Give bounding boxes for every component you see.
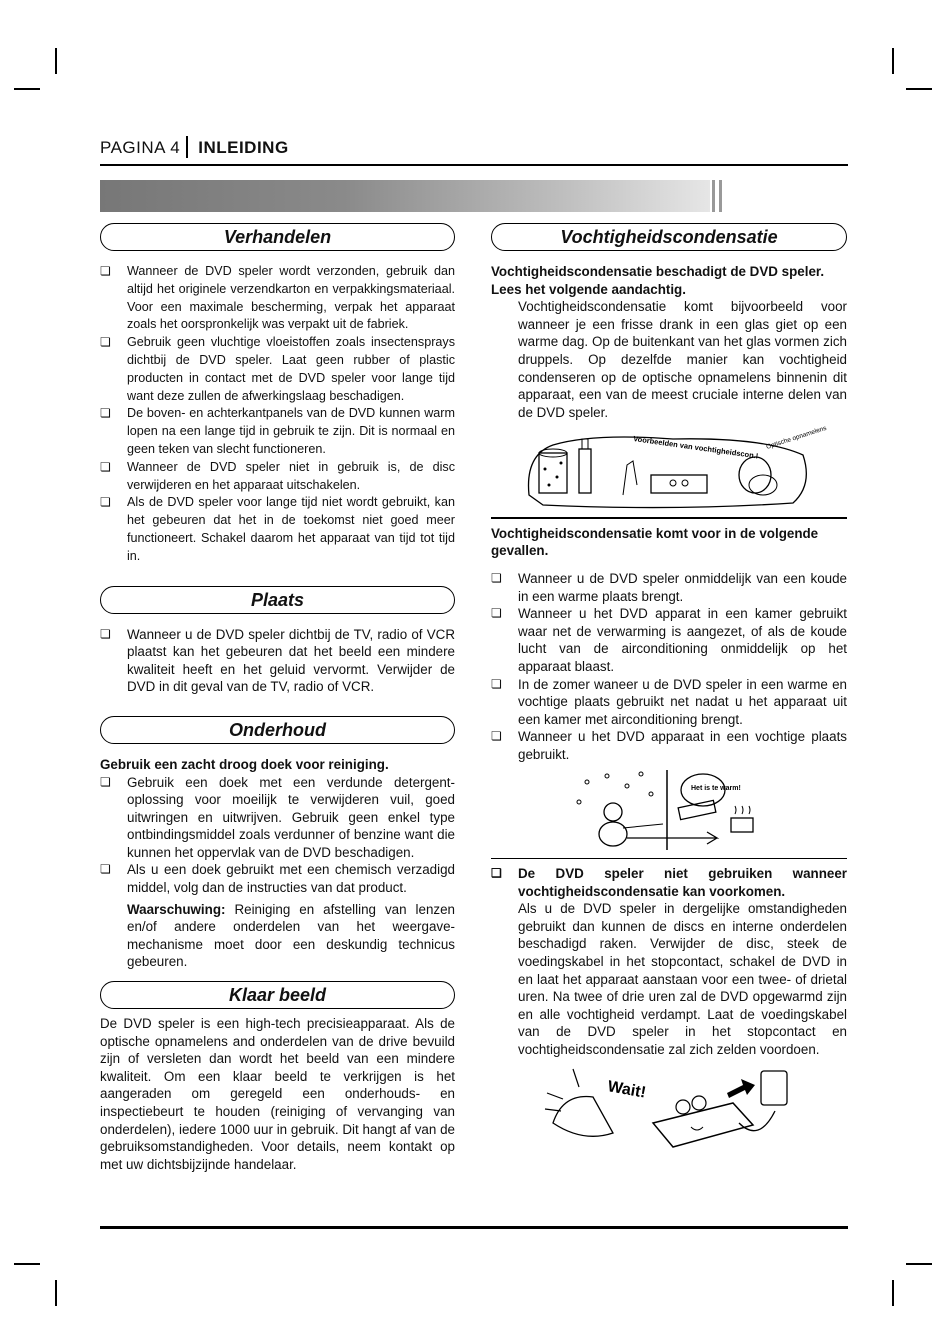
crop-mark [55,1280,57,1306]
crop-mark [892,1280,894,1306]
illus-label-b: Optische opnamelens [765,425,828,452]
warning-body: Als u de DVD speler in dergelijke omstandigheden gebruikt dan kunnen de discs en interne onderdelen beschadigd raken. Verwijder de disc, steek de voedingskabel in het stopcontact, schakel de DVD in en laat het apparaat aanstaan voor een twee- of drietal uren. Na twee of drie uren zal de DVD opgewarmd zijn en alle vochtigheid verdampt. Laat de voedingskabel van de DVD speler in het stopcontact en vochtigheidscondensatie zal zich zelden voordoen. [518,901,847,1057]
gradient-banner [100,180,710,212]
banner-tick [712,180,715,212]
crop-mark [906,88,932,90]
list-item: ❏ Wanneer de DVD speler wordt verzonden, gebruik dan altijd het originele verzendkarton en verpakkingsmateriaal. Voor een maximale bescherming, verpak het apparaat zoals het oorspronkelijk was verpakt uit de fabriek. [100,263,455,334]
warning-head: ❏ De DVD speler niet gebruiken wanneer vochtigheidscondensatie kan voorkomen. [491,865,847,900]
crop-mark [14,1263,40,1265]
vocht-para-1: Vochtigheidscondensatie komt bijvoorbeeld voor wanneer je een frisse drank in een glas giet op een warme dag. Op de buitenkant van het glas vormen zich druppels. Op dezelfde manier kan vochtigheid condenseren op de optische opnamelens binnenin dit apparaat, een van de meest cruciale interne delen van de DVD speler. [518,299,847,420]
illus-bubble: Het is te warm! [691,784,741,792]
section-heading-verhandelen: Verhandelen [100,223,455,251]
list-item: ❏ Wanneer u het DVD apparat in een kamer gebruikt waar net de verwarming is aangezet, of als de koude lucht van de airconditioning onmiddelijk op het apparaat blaast. [491,605,847,675]
section-heading-plaats: Plaats [100,586,455,614]
list-item: ❏ De boven- en achterkantpanels van de DVD kunnen warm lopen na een lange tijd in gebruik te zijn. Dit is normaal en geen teken van slecht functioneren. [100,405,455,458]
section-heading-vochtigheid: Vochtigheidscondensatie [491,223,847,251]
condensation-illustration [523,425,828,511]
list-item: ❏ Wanneer de DVD speler niet in gebruik is, de disc verwijderen en het apparaat uitschakelen. [100,459,455,495]
wait-illustration [543,1063,793,1157]
list-item: ❏ Als u een doek gebruikt met een chemisch verzadigd middel, volg dan de instructies van dat product. [100,861,455,896]
list-item: ❏ Als de DVD speler voor lange tijd niet wordt gebruikt, kan het gebeuren dat het in de toekomst niet goed meer functioneert. Schakel daarom het apparaat van tijd tot tijd in. [100,494,455,565]
crop-mark [55,48,57,74]
crop-mark [892,48,894,74]
list-item: ❏ Wanneer u de DVD speler onmiddelijk van een koude in een warme plaats brengt. [491,570,847,605]
section-heading-onderhoud: Onderhoud [100,716,455,744]
vocht-lead-2: Vochtigheidscondensatie komt voor in de volgende gevallen. [491,525,819,559]
vocht-lead-1: Vochtigheidscondensatie beschadigt de DVD speler. Lees het volgende aandachtig. [491,264,825,297]
footer-rule [100,1226,848,1229]
illus-label-a: Voorbeelden van vochtigheidscon.! [632,434,759,461]
right-column [491,223,847,1161]
warning-label: Waarschuwing: [127,901,226,917]
warning-text: Reiniging en afstelling van lenzen en/of andere onderdelen van het weergave-mechanisme moet door een deskundig technicus gebeuren. [127,901,455,970]
section-divider [491,517,847,519]
page-header [100,136,289,158]
list-item: ❏ Wanneer u het DVD apparaat in een vochtige plaats gebruikt. [491,728,847,763]
section-title: INLEIDING [198,138,289,157]
section-heading-klaar-beeld: Klaar beeld [100,981,455,1009]
onderhoud-warning [100,901,455,971]
header-rule [100,164,848,166]
page-label: PAGINA 4 [100,138,181,157]
list-item: ❏ In de zomer waneer u de DVD speler in een warme en vochtige plaats gebruikt net nadat u het apparaat uit een kamer met airconditioning brengt. [491,676,847,729]
crop-mark [906,1263,932,1265]
header-divider [186,136,188,158]
banner-tick [719,180,722,212]
left-column [100,223,455,1173]
illus-wait-label: Wait! [606,1077,648,1102]
warm-cold-illustration [567,768,767,854]
list-item: ❏ Gebruik een doek met een verdunde detergent-oplossing voor moeilijk te verwijderen vuil, goed uitwringen en uitwrijven. Gebruik geen enkel type ontbindingsmiddel zoals verdunner of benzine want die kunnen het oppervlak van de DVD beschadigen. [100,774,455,862]
klaar-beeld-text: De DVD speler is een high-tech precisieapparaat. Als de optische opnamelens and onderdelen van de drive bevuild zijn of versleten dan wordt het beeld van een mindere kwaliteit. Om een klaar beeld te verkrijgen is het aangeraden om geregeld een onderhouds- en inspectiebeurt te houden (reiniging of vervanging van onderdelen), iedere 1000 uur in gebruik. Dit hangt af van de gebruiksomstandigheden. Voor details, neem kontakt op met uw dichtsbijzijnde handelaar. [100,1016,455,1172]
onderhoud-lead: Gebruik een zacht droog doek voor reiniging. [100,756,389,772]
list-item: ❏ Wanneer u de DVD speler dichtbij de TV, radio of VCR plaatst kan het gebeuren dat het beeld een mindere kwaliteit heeft en het geluid vervormt. Verwijder de DVD in dit geval van de TV, radio of VCR. [100,626,455,696]
list-item: ❏ Gebruik geen vluchtige vloeistoffen zoals insectensprays dichtbij de DVD speler. Laat geen rubber of plastic producten in contact met de DVD speler voor lange tijd want deze zullen de afwerkingslaag beschadigen. [100,334,455,405]
section-divider [491,858,847,860]
crop-mark [14,88,40,90]
list-verhandelen [100,263,455,566]
